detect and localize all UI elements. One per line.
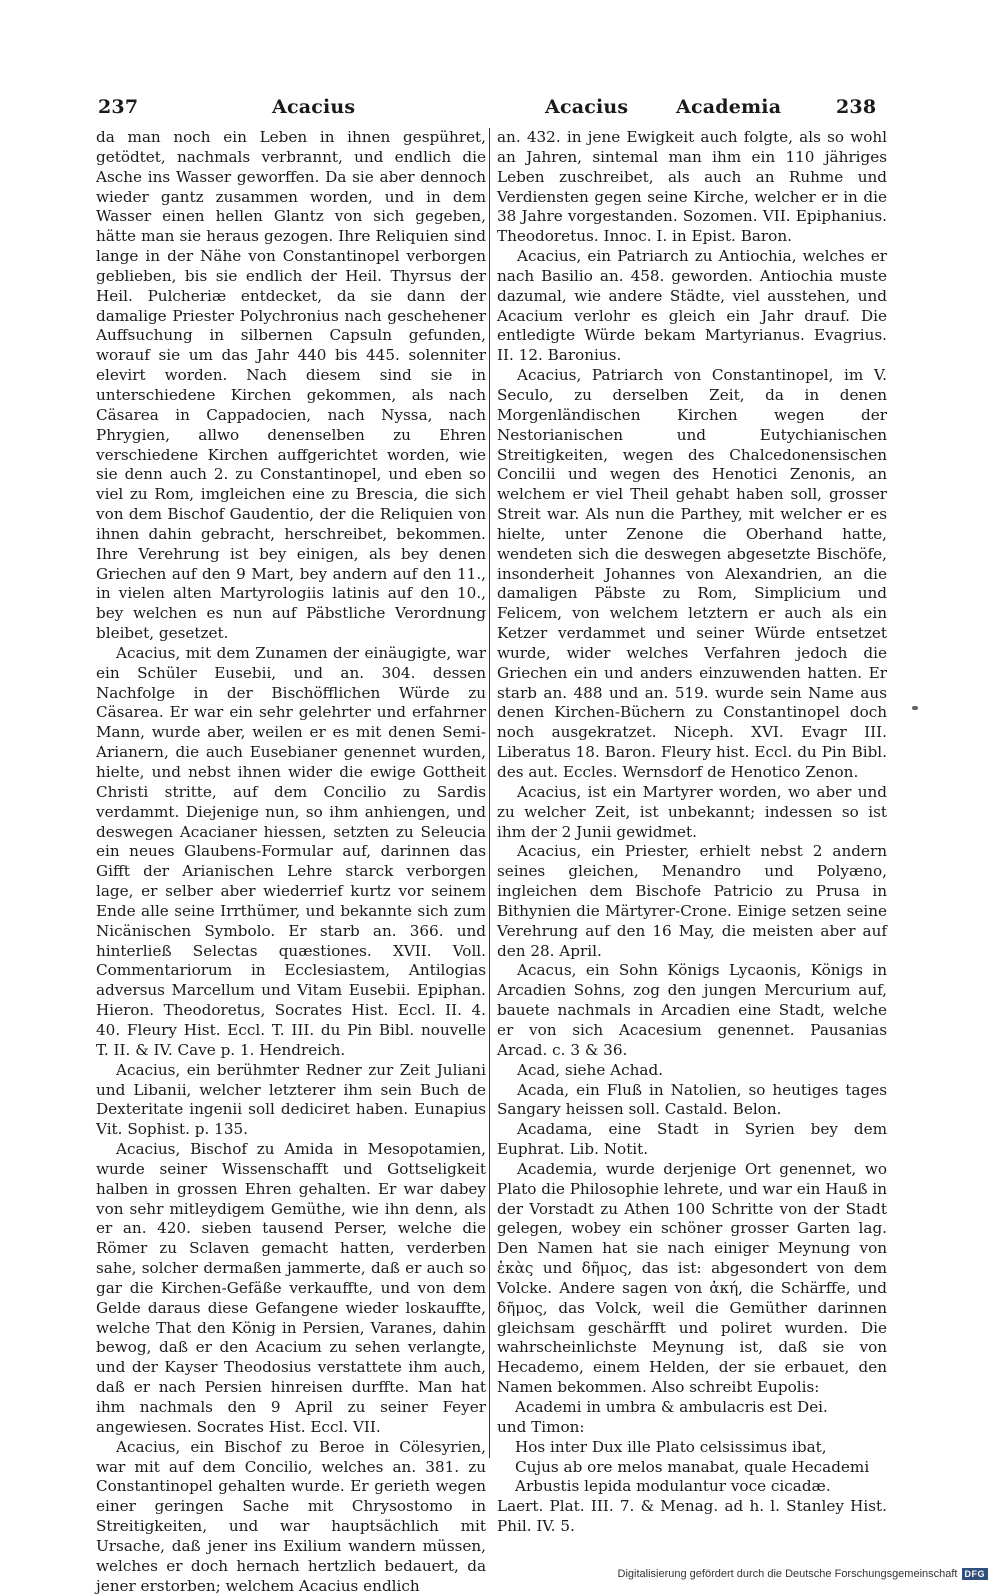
- paragraph: Acacius, mit dem Zunamen der einäugigte, war ein Schüler Eusebii, und an. 304. dessen Nachfolge in der Bischöfflichen Würde zu Cäsarea. Er war ein sehr gelehrter und erfahrner Mann, wurde aber, weilen er es mit denen Semi-Arianern, die auch Eusebianer genennet wurden, hielte, und nebst ihnen wider die ewige Gottheit Christi stritte, auf dem Concilio zu Sardis verdammt. Diejenige nun, so ihm anhiengen, und deswegen Acacianer hiessen, setzten zu Seleucia ein neues Glaubens-Formular auf, darinnen das Gifft der Arianischen Lehre starck verborgen lage, er selber aber wiederrief kurtz vor seinem Ende alle seine Irrthümer, und bekannte sich zum Nicänischen Symbolo. Er starb an. 366. und hinterließ Selectas quæstiones. XVII. Voll. Commentariorum in Ecclesiastem, Antilogias adversus Marcellum und Vitam Eusebii. Epiphan. Hieron. Theodoretus, Socrates Hist. Eccl. II. 4. 40. Fleury Hist. Eccl. T. III. du Pin Bibl. nouvelle T. II. & IV. Cave p. 1. Hendreich.: [96, 643, 486, 1059]
- paragraph: Acacius, ist ein Martyrer worden, wo aber und zu welcher Zeit, ist unbekannt; indessen so ist ihm der 2 Junii gewidmet.: [497, 782, 887, 841]
- footer-text: Digitalisierung gefördert durch die Deutsche Forschungsgemeinschaft: [617, 1568, 958, 1580]
- paragraph: Academia, wurde derjenige Ort genennet, wo Plato die Philosophie lehrete, und war ein Hauß in der Vorstadt zu Athen 100 Schritte von der Stadt gelegen, wobey ein schöner grosser Garten lag. Den Namen hat sie nach einiger Meynung von ἑκὰς und δῆμος, das ist: abgesondert von dem Volcke. Andere sagen von ἀκή, die Schärffe, und δῆμος, das Volck, weil die Gemüther darinnen gleichsam geschärfft und poliret wurden. Die wahrscheinlichste Meynung ist, daß sie von Hecademo, einem Helden, der sie erbauet, den Namen bekommen. Also schreibt Eupolis:: [497, 1159, 887, 1397]
- paragraph: Acacius, Patriarch von Constantinopel, im V. Seculo, zu derselben Zeit, da in denen Morgenländischen Kirchen wegen der Nestorianischen und Eutychianischen Streitigkeiten, wegen des Chalcedonensischen Concilii und wegen des Henotici Zenonis, an welchem er viel Theil gehabt haben soll, grosser Streit war. Als nun die Parthey, mit welcher er es hielte, unter Zenone die Oberhand hatte, wendeten sich die deswegen abgesetzte Bischöfe, insonderheit Johannes von Alexandrien, an die damaligen Päbste zu Rom, Simplicium und Felicem, von welchem letztern er auch als ein Ketzer verdammet und seiner Würde entsetzet wurde, wider welches Verfahren jedoch die Griechen ein und anders einzuwenden hatten. Er starb an. 488 und an. 519. wurde sein Name aus denen Kirchen-Büchern zu Constantinopel doch noch ausgekratzet. Niceph. XVI. Evagr III. Liberatus 18. Baron. Fleury hist. Eccl. du Pin Bibl. des aut. Eccles. Wernsdorf de Henotico Zenon.: [497, 366, 887, 781]
- right-page-number: 238: [836, 96, 877, 118]
- quote-line: Academi in umbra & ambulacris est Dei.: [515, 1398, 828, 1416]
- paragraph: Acadama, eine Stadt in Syrien bey dem Euphrat. Lib. Notit.: [497, 1120, 887, 1159]
- verse-line: Arbustis lepida modulantur voce cicadæ.: [515, 1477, 831, 1496]
- paragraph: an. 432. in jene Ewigkeit auch folgte, als so wohl an Jahren, sintemal man ihm ein 110 jähriges Leben zuschreibet, als auch an Ruhme und Verdiensten gegen seine Kirche, welcher er in die 38 Jahre vorgestanden. Sozomen. VII. Epiphanius. Theodoretus. Innoc. I. in Epist. Baron.: [497, 128, 887, 246]
- paragraph: Acacius, ein berühmter Redner zur Zeit Juliani und Libanii, welcher letzterer ihm sein Buch de Dexteritate ingenii soll dediciret haben. Eunapius Vit. Sophist. p. 135.: [96, 1060, 486, 1139]
- right-running-title-1: Acacius: [545, 96, 629, 118]
- right-text-column: [497, 128, 887, 1536]
- paragraph: und Timon:: [497, 1417, 585, 1436]
- paragraph: Acad, siehe Achad.: [517, 1060, 664, 1079]
- paragraph: Acacius, ein Bischof zu Beroe in Cölesyrien, war mit auf dem Concilio, welches an. 381. zu Constantinopel gehalten wurde. Er gerieth wegen einer geringen Sache mit Chrysostomo in Streitigkeiten, und war hauptsächlich mit Ursache, daß jener ins Exilium wandern müssen, welches er doch hernach hertzlich bedauert, da jener erstorben; welchem Acacius endlich: [96, 1437, 486, 1595]
- column-divider: [489, 128, 490, 1458]
- margin-speck: [912, 706, 918, 710]
- paragraph: da man noch ein Leben in ihnen gespühret, getödtet, nachmals verbrannt, und endlich die Asche ins Wasser geworffen. Da sie aber dennoch wieder gantz zusammen worden, und in dem Wasser einen hellen Glantz von sich gegeben, hätte man sie heraus gezogen. Ihre Reliquien sind lange in der Nähe von Constantinopel verborgen geblieben, bis sie endlich der Heil. Thyrsus der Heil. Pulcheriæ entdecket, da sie dann der damalige Priester Polychronius nach geschehener Auffsuchung in silbernen Capsuln gefunden, worauf sie um das Jahr 440 bis 445. solenniter elevirt worden. Nach diesem sind sie in unterschiedene Kirchen gekommen, als nach Cäsarea in Cappadocien, nach Nyssa, nach Phrygien, allwo denenselben zu Ehren verschiedene Kirchen auffgerichtet worden, wie sie denn auch 2. zu Constantinopel, und eben so viel zu Rom, imgleichen eine zu Brescia, die sich von dem Bischof Gaudentio, der die Reliquien von ihnen dahin gebracht, herschreibet, bekommen. Ihre Verehrung ist bey einigen, als bey denen Griechen auf den 9 Mart, bey andern auf den 11., in vielen alten Martyrologiis latinis auf den 10., bey welchen es nun auf Päbstliche Verordnung bleibet, gesetzet.: [96, 128, 486, 643]
- paragraph: Acacius, ein Priester, erhielt nebst 2 andern seines gleichen, Menandro und Polyæno, ingleichen dem Bischofe Patricio zu Prusa in Bithynien die Märtyrer-Crone. Einige setzen seine Verehrung auf den 16 May, die meisten aber auf den 28. April.: [497, 842, 887, 960]
- paragraph: Acacius, Bischof zu Amida in Mesopotamien, wurde seiner Wissenschafft und Gottseligkeit halben in grossen Ehren gehalten. Er war dabey von sehr mitleydigem Gemüthe, wie ihn denn, als er an. 420. sieben tausend Perser, welche die Römer zu Sclaven gemacht hatten, verderben sahe, solcher dermaßen jammerte, daß er auch so gar die Kirchen-Gefäße verkauffte, und von dem Gelde daraus diese Gefangene wieder loskauffte, welche That den König in Persien, Varanes, dahin bewog, daß er den Acacium zu sehen verlangte, und der Kayser Theodosius verstattete ihm auch, daß er nach Persien hinreisen durffte. Man hat ihm nachmals den 9 April zu seiner Feyer angewiesen. Socrates Hist. Eccl. VII.: [96, 1140, 486, 1436]
- digitization-footer: [618, 1568, 988, 1580]
- left-running-title: Acacius: [272, 96, 356, 118]
- citation: Laert. Plat. III. 7. & Menag. ad h. l. Stanley Hist. Phil. IV. 5.: [497, 1497, 887, 1536]
- paragraph: Acada, ein Fluß in Natolien, so heutiges tages Sangary heissen soll. Castald. Belon.: [497, 1080, 887, 1119]
- dfg-logo: DFG: [962, 1568, 989, 1580]
- left-text-column: [96, 128, 486, 1595]
- paragraph: Acacius, ein Patriarch zu Antiochia, welches er nach Basilio an. 458. geworden. Antiochia muste dazumal, wie andere Städte, viel ausstehen, und Acacium verlohr es gleich ein Jahr drauf. Die entledigte Würde bekam Martyrianus. Evagrius. II. 12. Baronius.: [497, 247, 887, 365]
- verse-line: Hos inter Dux ille Plato celsissimus ibat,: [515, 1437, 827, 1456]
- left-page-number: 237: [98, 96, 139, 118]
- right-running-title-2: Academia: [676, 96, 782, 118]
- paragraph: Acacus, ein Sohn Königs Lycaonis, Königs in Arcadien Sohns, zog den jungen Mercurium auf, bauete nachmals in Arcadien eine Stadt, welche er von sich Acacesium genennet. Pausanias Arcad. c. 3 & 36.: [497, 961, 887, 1059]
- verse-line: Cujus ab ore melos manabat, quale Hecademi: [515, 1457, 870, 1476]
